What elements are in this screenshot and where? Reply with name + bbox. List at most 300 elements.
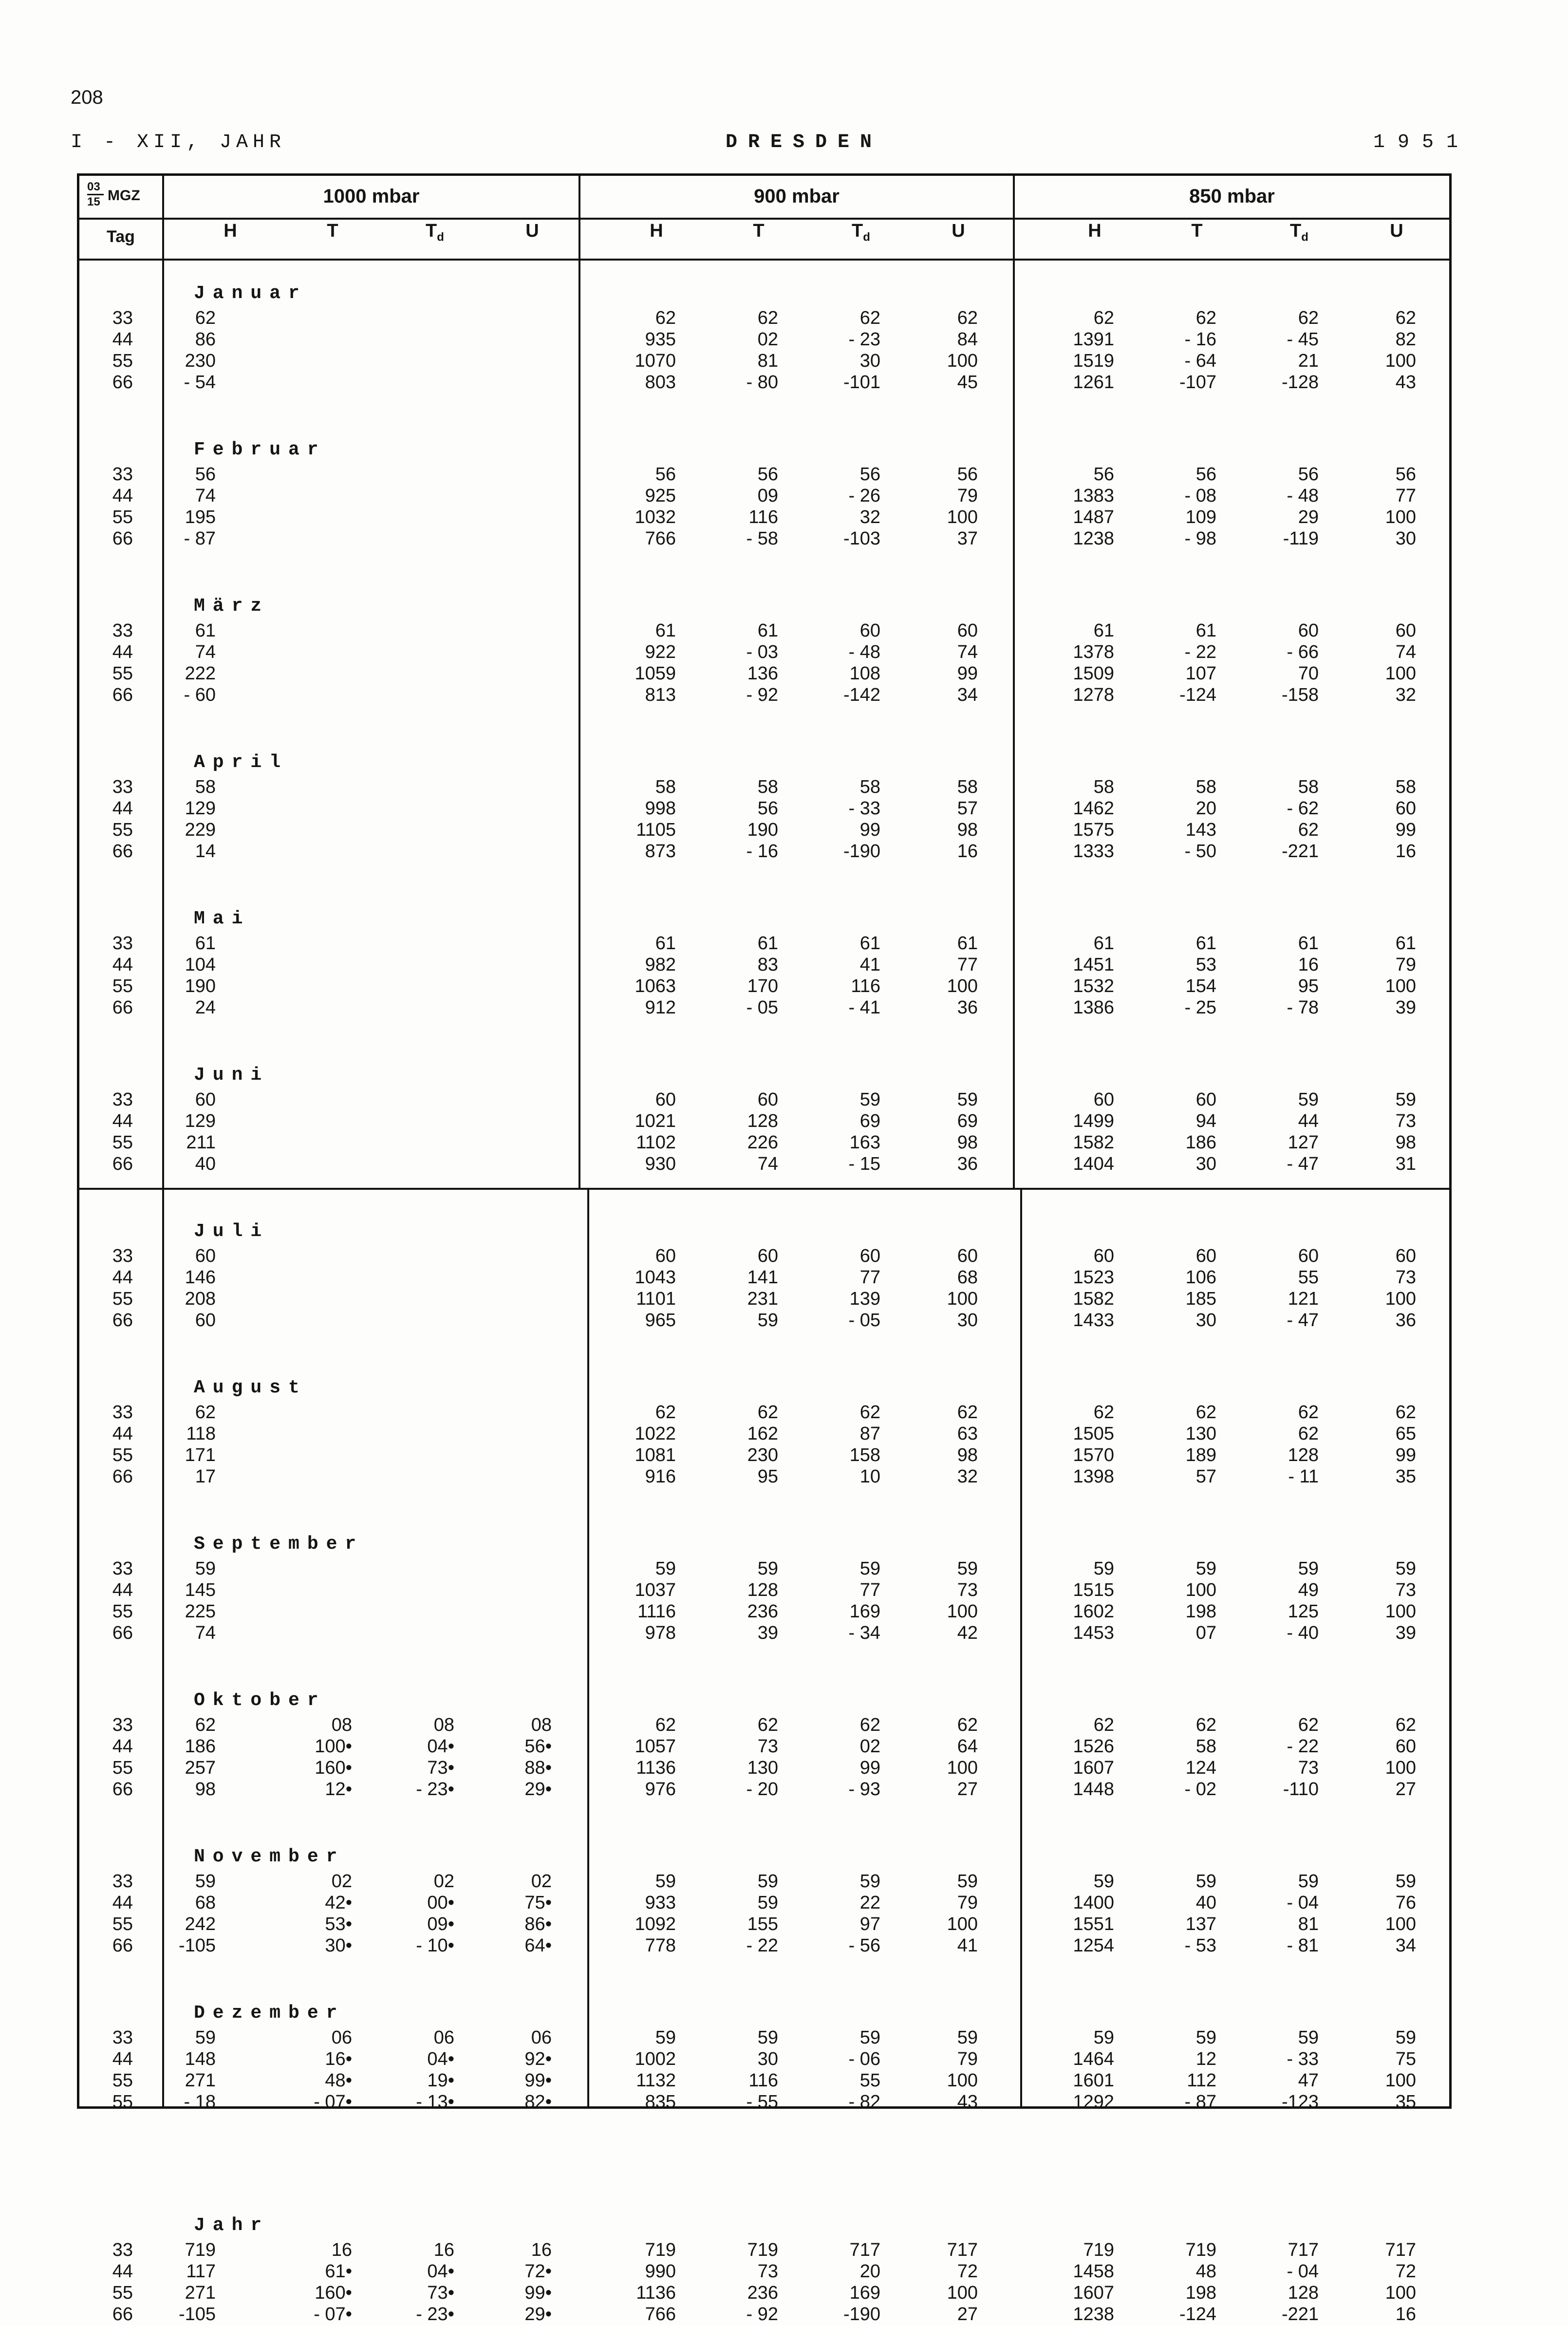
cell-td-850: - 33: [1287, 2049, 1319, 2069]
cell-h-1000: -105: [178, 1935, 216, 1956]
cell-td-850: 59: [1298, 2027, 1319, 2048]
cell-u-900: 68: [957, 1267, 978, 1288]
cell-td-850: 62: [1298, 1424, 1319, 1444]
cell-h-900: 1081: [635, 1445, 676, 1465]
section-divider: [79, 1188, 1449, 1190]
row-tag: 55: [112, 1914, 133, 1934]
cell-u-850: 32: [1395, 685, 1416, 705]
cell-h-850: 1532: [1073, 976, 1114, 996]
cell-u-850: 27: [1395, 1779, 1416, 1800]
cell-td-850: 717: [1288, 2240, 1319, 2260]
col-header-h-1000: [211, 221, 250, 242]
cell-td-850: 125: [1288, 1601, 1319, 1622]
section-label: Januar: [194, 283, 307, 304]
cell-h-1000: 104: [185, 955, 216, 975]
cell-td-900: - 34: [848, 1623, 880, 1643]
cell-td-900: 99: [859, 1758, 880, 1778]
cell-h-850: 1582: [1073, 1132, 1114, 1153]
cell-t-900: 226: [747, 1132, 778, 1153]
cell-h-900: 1102: [636, 1132, 676, 1153]
cell-td-900: - 23: [848, 329, 880, 350]
row-tag: 33: [112, 1871, 133, 1892]
cell-h-900: 930: [645, 1154, 676, 1174]
row-tag: 66: [112, 1935, 133, 1956]
row-tag: 44: [112, 642, 133, 662]
cell-t-850: 106: [1185, 1267, 1216, 1288]
row-tag: 33: [112, 1089, 133, 1110]
cell-td-850: -119: [1283, 528, 1319, 549]
cell-t-850: - 64: [1184, 351, 1216, 371]
cell-t-850: 94: [1195, 1111, 1216, 1131]
cell-t-850: 61: [1195, 620, 1216, 641]
cell-td-900: 58: [859, 777, 880, 797]
cell-t-900: 81: [757, 351, 778, 371]
cell-t-850: 53: [1195, 955, 1216, 975]
cell-td-1000: 04•: [427, 2049, 454, 2069]
cell-h-900: 60: [655, 1246, 676, 1266]
cell-u-850: 100: [1385, 507, 1416, 527]
cell-u-850: 79: [1395, 955, 1416, 975]
cell-u-1000: 06: [531, 2027, 552, 2048]
cell-u-900: 100: [947, 1289, 978, 1309]
cell-h-900: 933: [645, 1893, 676, 1913]
row-tag: 66: [112, 685, 133, 705]
header-divider: [79, 218, 1449, 220]
cell-u-900: 73: [957, 1580, 978, 1600]
row-tag: 44: [112, 2261, 133, 2282]
cell-u-900: 37: [957, 528, 978, 549]
cell-u-850: 16: [1395, 2304, 1416, 2325]
row-tag: 33: [112, 1715, 133, 1735]
cell-h-850: 1582: [1073, 1289, 1114, 1309]
cell-h-1000: - 18: [184, 2092, 216, 2112]
cell-td-900: 60: [859, 620, 880, 641]
section-label: Jahr: [194, 2215, 270, 2236]
cell-t-900: - 05: [746, 997, 778, 1018]
col-header-text: T: [753, 221, 765, 241]
col-header-t-1000: [313, 221, 352, 242]
cell-h-1000: 61: [195, 620, 216, 641]
cell-h-900: 990: [645, 2261, 676, 2282]
tag-header: Tag: [107, 227, 135, 246]
cell-u-900: 100: [947, 351, 978, 371]
cell-t-850: 58: [1195, 777, 1216, 797]
cell-t-850: 62: [1195, 1402, 1216, 1423]
group-rule-2-upper: [1013, 176, 1015, 1188]
cell-td-850: 128: [1288, 1445, 1319, 1465]
cell-h-900: 61: [655, 933, 676, 954]
row-tag: 33: [112, 1558, 133, 1579]
cell-u-900: 717: [947, 2240, 978, 2260]
cell-t-850: - 02: [1184, 1779, 1216, 1800]
cell-t-850: - 50: [1184, 841, 1216, 862]
cell-t-900: 141: [747, 1267, 778, 1288]
cell-h-850: 1575: [1073, 820, 1114, 840]
cell-t-900: 56: [757, 464, 778, 485]
cell-h-1000: 59: [195, 1558, 216, 1579]
row-tag: 66: [112, 1310, 133, 1331]
section-label: Dezember: [194, 2003, 345, 2024]
cell-td-900: - 41: [848, 997, 880, 1018]
cell-u-1000: 75•: [524, 1893, 552, 1913]
cell-u-900: 79: [957, 486, 978, 506]
col-header-text: H: [1088, 221, 1101, 241]
cell-u-850: 39: [1395, 1623, 1416, 1643]
cell-u-850: 100: [1385, 2070, 1416, 2091]
cell-td-900: 55: [859, 2070, 880, 2091]
cell-td-850: 58: [1298, 777, 1319, 797]
row-tag: 55: [112, 1132, 133, 1153]
cell-u-900: 100: [947, 507, 978, 527]
cell-u-1000: 02: [531, 1871, 552, 1892]
row-tag: 55: [112, 351, 133, 371]
cell-u-850: 100: [1385, 663, 1416, 684]
cell-td-900: -142: [843, 685, 880, 705]
row-tag: 55: [112, 2070, 133, 2091]
cell-t-850: - 53: [1184, 1935, 1216, 1956]
cell-td-900: - 33: [848, 798, 880, 819]
cell-td-1000: 09•: [427, 1914, 454, 1934]
cell-t-850: 109: [1185, 507, 1216, 527]
cell-h-850: 1462: [1073, 798, 1114, 819]
row-tag: 55: [112, 2092, 133, 2112]
cell-t-850: 719: [1185, 2240, 1216, 2260]
cell-h-850: 1383: [1073, 486, 1114, 506]
group-header-850: 850 mbar: [1189, 186, 1275, 207]
cell-t-900: 59: [757, 1893, 778, 1913]
row-tag: 55: [112, 820, 133, 840]
cell-u-850: 59: [1395, 2027, 1416, 2048]
cell-td-900: 77: [859, 1267, 880, 1288]
cell-td-1000: 16: [433, 2240, 454, 2260]
cell-u-1000: 88•: [524, 1758, 552, 1778]
cell-td-900: - 48: [848, 642, 880, 662]
cell-td-900: 139: [849, 1289, 880, 1309]
section-label: November: [194, 1846, 345, 1867]
cell-td-900: 158: [849, 1445, 880, 1465]
cell-h-850: 1505: [1073, 1424, 1114, 1444]
cell-t-900: - 03: [746, 642, 778, 662]
cell-t-850: 189: [1185, 1445, 1216, 1465]
cell-td-900: 99: [859, 820, 880, 840]
cell-u-900: 98: [957, 820, 978, 840]
cell-td-900: 59: [859, 1558, 880, 1579]
section-label: Mai: [194, 908, 251, 929]
cell-t-900: - 22: [746, 1935, 778, 1956]
group-rule-2-lower: [1020, 1188, 1022, 2106]
cell-h-850: 1333: [1073, 841, 1114, 862]
cell-h-850: 1400: [1073, 1893, 1114, 1913]
cell-h-1000: 148: [185, 2049, 216, 2069]
cell-h-900: 60: [655, 1089, 676, 1110]
time-unit: MGZ: [108, 188, 140, 204]
cell-td-900: 62: [859, 1402, 880, 1423]
cell-h-1000: 257: [185, 1758, 216, 1778]
cell-h-850: 1464: [1073, 2049, 1114, 2069]
cell-td-900: - 05: [848, 1310, 880, 1331]
cell-h-1000: 14: [195, 841, 216, 862]
cell-h-900: 59: [655, 1558, 676, 1579]
cell-t-900: 719: [747, 2240, 778, 2260]
cell-u-850: 100: [1385, 1758, 1416, 1778]
cell-td-900: - 82: [848, 2092, 880, 2112]
cell-h-1000: 59: [195, 2027, 216, 2048]
section-label: Februar: [194, 439, 326, 460]
cell-u-850: 100: [1385, 351, 1416, 371]
cell-h-850: 719: [1083, 2240, 1114, 2260]
cell-h-900: 1136: [636, 1758, 676, 1778]
cell-td-850: 62: [1298, 820, 1319, 840]
cell-td-1000: 73•: [427, 2283, 454, 2303]
cell-h-1000: 74: [195, 486, 216, 506]
cell-t-1000: 16•: [325, 2049, 352, 2069]
cell-h-1000: 146: [185, 1267, 216, 1288]
cell-h-900: 62: [655, 308, 676, 328]
cell-h-1000: 118: [186, 1424, 216, 1444]
data-table: [77, 173, 1452, 2325]
cell-h-850: 1487: [1073, 507, 1114, 527]
cell-t-850: 198: [1185, 1601, 1216, 1622]
cell-td-900: 69: [859, 1111, 880, 1131]
cell-u-1000: 99•: [524, 2283, 552, 2303]
cell-u-900: 41: [957, 1935, 978, 1956]
cell-t-1000: 100•: [315, 1736, 352, 1757]
cell-t-1000: 06: [331, 2027, 352, 2048]
cell-t-900: 170: [747, 976, 778, 996]
cell-t-1000: - 07•: [314, 2092, 352, 2112]
cell-td-850: -221: [1281, 2304, 1319, 2325]
cell-u-850: 61: [1395, 933, 1416, 954]
cell-u-900: 58: [957, 777, 978, 797]
cell-t-850: 137: [1185, 1914, 1216, 1934]
cell-h-850: 1278: [1073, 685, 1114, 705]
cell-t-850: 143: [1185, 820, 1216, 840]
col-header-u-1000: [513, 221, 552, 242]
col-header-subscript: d: [1301, 230, 1308, 244]
cell-h-900: 1059: [635, 663, 676, 684]
cell-td-1000: - 23•: [416, 1779, 454, 1800]
cell-u-850: 100: [1385, 1914, 1416, 1934]
cell-td-850: - 04: [1287, 1893, 1319, 1913]
cell-t-850: 40: [1195, 1893, 1216, 1913]
row-tag: 44: [112, 1267, 133, 1288]
cell-t-850: 56: [1195, 464, 1216, 485]
cell-h-850: 1378: [1073, 642, 1114, 662]
cell-t-850: - 22: [1184, 642, 1216, 662]
group-header-900: 900 mbar: [754, 186, 840, 207]
row-tag: 55: [112, 2283, 133, 2303]
cell-t-900: - 20: [746, 1779, 778, 1800]
cell-h-900: 62: [655, 1402, 676, 1423]
cell-td-900: 61: [859, 933, 880, 954]
cell-td-1000: 06: [433, 2027, 454, 2048]
col-header-text: U: [1390, 221, 1403, 241]
cell-u-850: 65: [1395, 1424, 1416, 1444]
cell-t-900: 116: [748, 507, 778, 527]
row-tag: 44: [112, 955, 133, 975]
cell-h-1000: 225: [185, 1601, 216, 1622]
cell-h-900: 912: [645, 997, 676, 1018]
cell-u-850: 62: [1395, 308, 1416, 328]
cell-td-850: 44: [1298, 1111, 1319, 1131]
cell-u-850: 34: [1395, 1935, 1416, 1956]
cell-u-900: 32: [957, 1466, 978, 1487]
cell-h-1000: 86: [195, 329, 216, 350]
cell-h-850: 1398: [1073, 1466, 1114, 1487]
cell-h-850: 1509: [1073, 663, 1114, 684]
cell-td-900: 32: [859, 507, 880, 527]
cell-t-1000: 61•: [325, 2261, 352, 2282]
cell-h-900: 56: [655, 464, 676, 485]
cell-h-1000: 129: [185, 798, 216, 819]
cell-h-1000: 62: [195, 308, 216, 328]
cell-td-1000: 08: [433, 1715, 454, 1735]
cell-h-1000: 40: [195, 1154, 216, 1174]
cell-u-900: 99: [957, 663, 978, 684]
cell-h-850: 1261: [1073, 372, 1114, 393]
cell-u-900: 36: [957, 1154, 978, 1174]
cell-t-900: - 58: [746, 528, 778, 549]
cell-td-850: 62: [1298, 1402, 1319, 1423]
cell-h-850: 61: [1093, 620, 1114, 641]
cell-h-900: 922: [645, 642, 676, 662]
cell-h-900: 925: [645, 486, 676, 506]
cell-u-900: 72: [957, 2261, 978, 2282]
cell-u-850: 60: [1395, 1736, 1416, 1757]
cell-t-900: 61: [757, 933, 778, 954]
cell-h-900: 998: [645, 798, 676, 819]
cell-h-850: 1292: [1073, 2092, 1114, 2112]
page-number: 208: [71, 87, 103, 108]
cell-td-850: - 45: [1287, 329, 1319, 350]
cell-h-900: 965: [645, 1310, 676, 1331]
cell-t-850: 59: [1195, 1871, 1216, 1892]
cell-h-1000: 230: [185, 351, 216, 371]
cell-u-900: 74: [957, 642, 978, 662]
cell-h-1000: 59: [195, 1871, 216, 1892]
cell-u-900: 27: [957, 2304, 978, 2325]
cell-t-850: 48: [1195, 2261, 1216, 2282]
cell-h-900: 916: [645, 1466, 676, 1487]
cell-td-900: 97: [859, 1914, 880, 1934]
cell-t-1000: 30•: [325, 1935, 352, 1956]
row-tag: 44: [112, 1893, 133, 1913]
cell-td-850: -221: [1281, 841, 1319, 862]
cell-td-1000: 04•: [427, 1736, 454, 1757]
row-tag: 55: [112, 1758, 133, 1778]
cell-u-900: 34: [957, 685, 978, 705]
col-header-text: H: [650, 221, 663, 241]
cell-h-1000: 271: [185, 2070, 216, 2091]
cell-u-850: 99: [1395, 820, 1416, 840]
cell-u-850: 39: [1395, 997, 1416, 1018]
cell-h-1000: 145: [185, 1580, 216, 1600]
cell-h-900: 835: [645, 2092, 676, 2112]
row-tag: 44: [112, 1111, 133, 1131]
cell-t-900: - 92: [746, 2304, 778, 2325]
cell-td-900: 20: [859, 2261, 880, 2282]
row-tag: 55: [112, 1289, 133, 1309]
cell-h-1000: 24: [195, 997, 216, 1018]
cell-td-850: - 81: [1287, 1935, 1319, 1956]
cell-td-850: 59: [1298, 1871, 1319, 1892]
row-tag: 33: [112, 2027, 133, 2048]
cell-t-900: 09: [757, 486, 778, 506]
cell-u-850: 16: [1395, 841, 1416, 862]
cell-td-900: 62: [859, 308, 880, 328]
row-tag: 44: [112, 1424, 133, 1444]
cell-u-900: 62: [957, 1715, 978, 1735]
cell-h-900: 778: [645, 1935, 676, 1956]
cell-td-850: 60: [1298, 620, 1319, 641]
cell-h-850: 56: [1093, 464, 1114, 485]
row-tag: 44: [112, 1580, 133, 1600]
row-tag: 44: [112, 329, 133, 350]
cell-u-1000: 99•: [524, 2070, 552, 2091]
cell-td-900: - 15: [848, 1154, 880, 1174]
col-header-text: U: [525, 221, 539, 241]
row-tag: 33: [112, 1246, 133, 1266]
cell-t-900: 59: [757, 1558, 778, 1579]
cell-t-900: 230: [747, 1445, 778, 1465]
cell-h-900: 61: [655, 620, 676, 641]
cell-t-900: 73: [757, 1736, 778, 1757]
cell-u-850: 56: [1395, 464, 1416, 485]
cell-h-850: 1453: [1073, 1623, 1114, 1643]
cell-t-850: - 98: [1184, 528, 1216, 549]
cell-t-900: 62: [757, 1402, 778, 1423]
section-label: Juli: [194, 1221, 270, 1242]
cell-u-850: 62: [1395, 1402, 1416, 1423]
group-rule-1-upper: [579, 176, 580, 1188]
cell-t-850: 154: [1185, 976, 1216, 996]
row-tag: 55: [112, 663, 133, 684]
col-header-t-850: [1177, 221, 1216, 242]
cell-td-1000: 04•: [427, 2261, 454, 2282]
cell-u-850: 60: [1395, 798, 1416, 819]
cell-td-900: 30: [859, 351, 880, 371]
cell-u-850: 31: [1395, 1154, 1416, 1174]
cell-u-850: 73: [1395, 1580, 1416, 1600]
cell-u-900: 59: [957, 1558, 978, 1579]
cell-u-900: 100: [947, 2283, 978, 2303]
cell-td-900: - 93: [848, 1779, 880, 1800]
cell-t-900: 236: [747, 2283, 778, 2303]
cell-t-900: 02: [757, 329, 778, 350]
cell-t-850: 30: [1195, 1154, 1216, 1174]
cell-u-900: 100: [947, 1914, 978, 1934]
row-tag: 33: [112, 620, 133, 641]
cell-td-850: -158: [1281, 685, 1319, 705]
row-tag: 66: [112, 1154, 133, 1174]
cell-t-850: 61: [1195, 933, 1216, 954]
cell-td-850: -128: [1281, 372, 1319, 393]
cell-u-850: 43: [1395, 372, 1416, 393]
cell-u-900: 27: [957, 1779, 978, 1800]
cell-h-900: 982: [645, 955, 676, 975]
row-tag: 55: [112, 1445, 133, 1465]
cell-h-900: 1037: [635, 1580, 676, 1600]
cell-t-850: 130: [1185, 1424, 1216, 1444]
cell-td-900: 59: [859, 2027, 880, 2048]
cell-td-850: - 04: [1287, 2261, 1319, 2282]
cell-h-850: 1570: [1073, 1445, 1114, 1465]
cell-td-900: 02: [859, 1736, 880, 1757]
cell-td-900: - 26: [848, 486, 880, 506]
cell-h-900: 62: [655, 1715, 676, 1735]
row-tag: 33: [112, 933, 133, 954]
section-label: März: [194, 596, 270, 617]
